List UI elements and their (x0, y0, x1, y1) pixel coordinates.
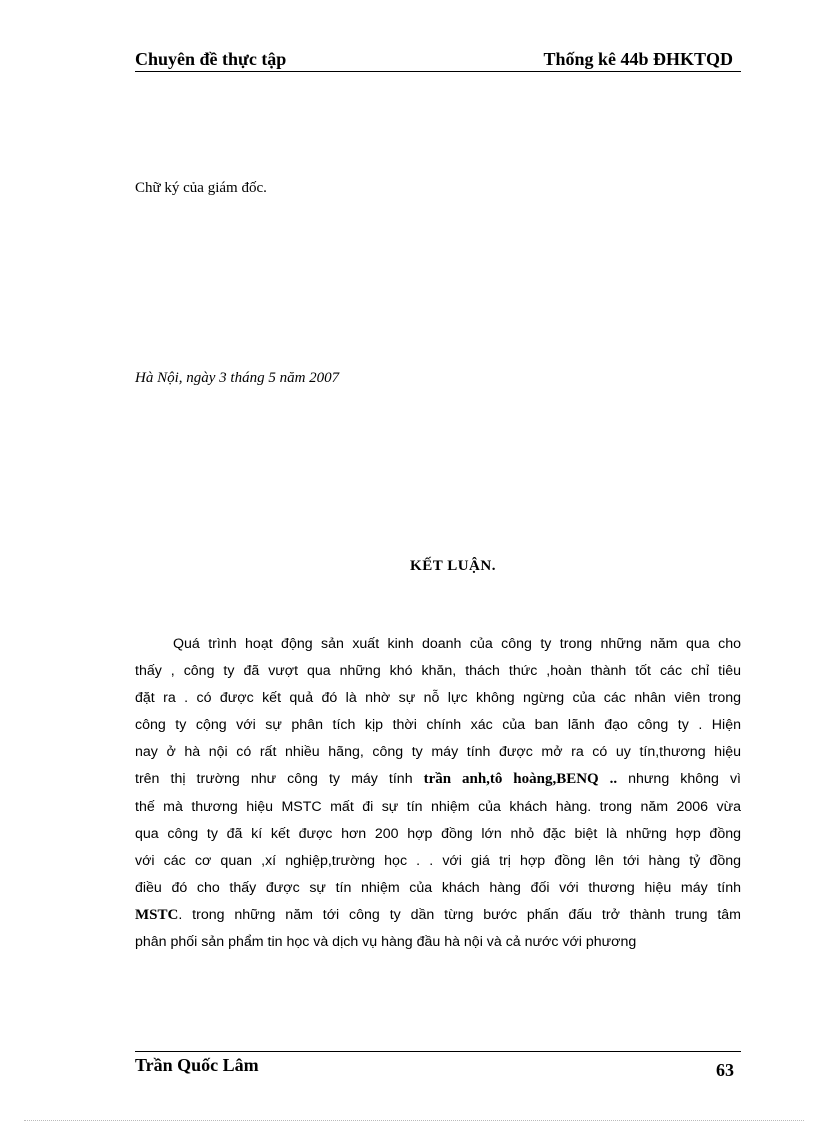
footer-author: Trần Quốc Lâm (135, 1055, 259, 1075)
page-header (135, 49, 741, 72)
header-left-title: Chuyên đề thực tập (135, 49, 287, 69)
footer-divider (135, 1051, 741, 1052)
conclusion-paragraph (135, 631, 741, 956)
date-line: Hà Nội, ngày 3 tháng 5 năm 2007 (135, 370, 340, 386)
line-text: đặt ra . có được kết quả đó là nhờ sự nỗ lực không ngừng của các nhân viên trong (135, 690, 741, 707)
header-right-title: Thống kê 44b ĐHKTQD (543, 49, 733, 69)
line-text: công ty cộng với sự phân tích kịp thời chính xác của ban lãnh đạo công ty . Hiện (135, 717, 741, 734)
paragraph-line (135, 658, 741, 685)
paragraph-line (135, 821, 741, 848)
line-text: phân phối sản phẩm tin học và dịch vụ hàng đầu hà nội và cả nước với phương (135, 934, 637, 951)
paragraph-line (135, 848, 741, 875)
bold-brand-names: trần anh,tô hoàng,BENQ .. (423, 771, 618, 788)
paragraph-line (135, 794, 741, 821)
paragraph-line (135, 685, 741, 712)
line-text: nay ở hà nội có rất nhiều hãng, công ty máy tính được mở ra có uy tín,thương hiệu (135, 744, 741, 761)
paragraph-line (135, 712, 741, 739)
line-text: trên thị trường như công ty máy tính (135, 771, 424, 788)
line-text: nhưng không vì (617, 771, 741, 788)
paragraph-line (135, 902, 741, 929)
line-text: Quá trình hoạt động sản xuất kinh doanh của công ty trong những năm qua cho (173, 636, 741, 652)
page-bottom-edge (24, 1120, 804, 1121)
paragraph-line (135, 739, 741, 766)
page-number: 63 (716, 1060, 734, 1080)
paragraph-line (135, 766, 741, 793)
signature-line: Chữ ký của giám đốc. (135, 180, 267, 196)
line-text: với các cơ quan ,xí nghiệp,trường học . . với giá trị hợp đồng lên tới hàng tỷ đồng (135, 852, 741, 869)
paragraph-line (135, 631, 741, 658)
line-text: điều đó cho thấy được sự tín nhiệm của khách hàng đối với thương hiệu máy tính (135, 879, 741, 896)
conclusion-title: KẾT LUẬN. (410, 558, 496, 574)
line-text: . trong những năm tới công ty dần từng bước phấn đấu trở thành trung tâm (178, 906, 741, 923)
line-text: thế mà thương hiệu MSTC mất đi sự tín nhiệm của khách hàng. trong năm 2006 vừa (135, 798, 741, 815)
line-text: thấy , công ty đã vượt qua những khó khăn, thách thức ,hoàn thành tốt các chỉ tiêu (135, 663, 741, 680)
paragraph-line (135, 929, 741, 956)
line-text: qua công ty đã kí kết được hơn 200 hợp đồng lớn nhỏ đặc biệt là những hợp đồng (135, 825, 741, 842)
paragraph-line (135, 875, 741, 902)
bold-company-name: MSTC (135, 906, 179, 923)
